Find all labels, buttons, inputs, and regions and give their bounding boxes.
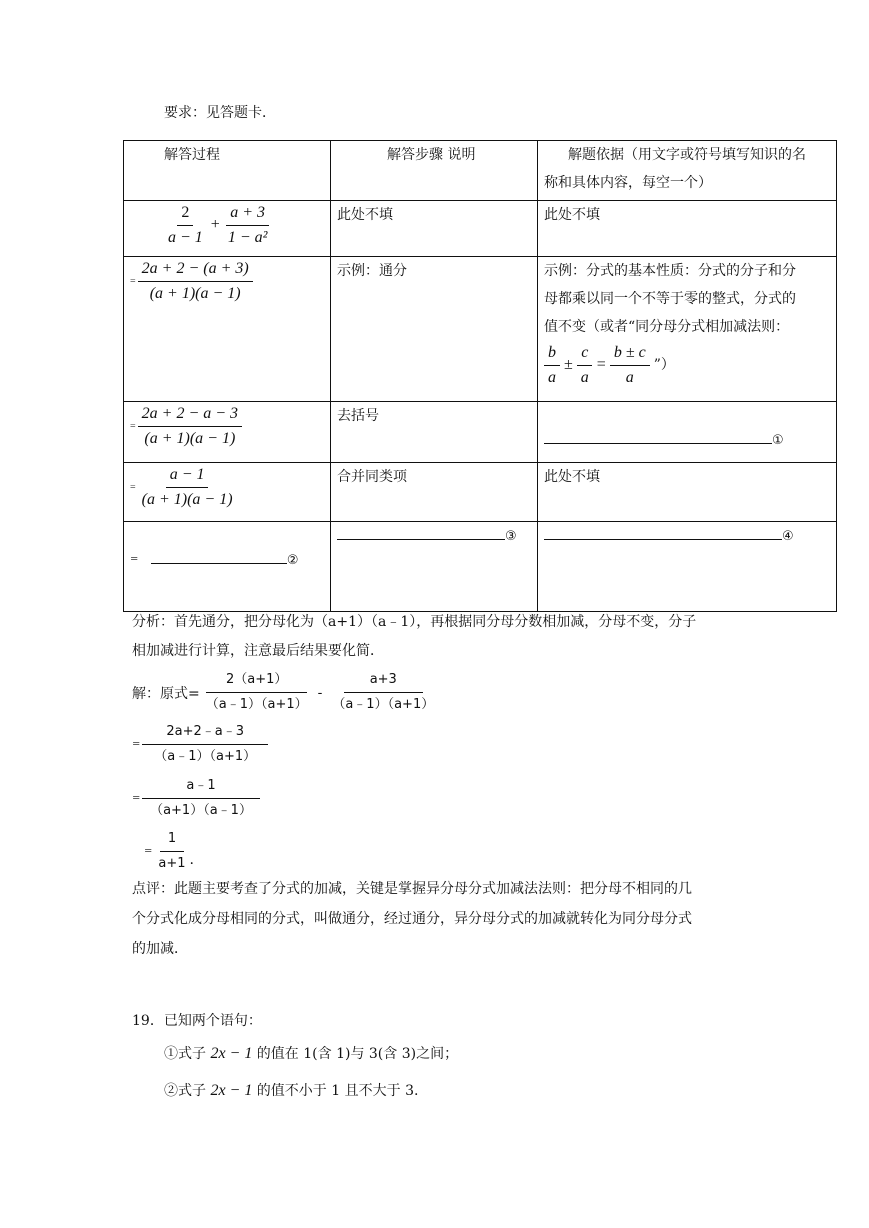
row3-process: = $\frac{2a + 2 - a - 3}{(a + 1)(a - 1)}$ bbox=[124, 402, 331, 463]
answer-blank-2[interactable] bbox=[151, 563, 287, 564]
fraction: $\frac{a - 1}{(a + 1)(a - 1)}$ bbox=[141, 466, 233, 508]
analysis-line-2: 相加减进行计算，注意最后结果要化简． bbox=[132, 643, 384, 659]
fraction: $\frac{a + 3}{\text{1 − a²}}$ bbox=[227, 204, 268, 246]
analysis-line-1: 分析：首先通分，把分母化为（a+1）（a﹣1），再根据同分母分数相加减，分母不变，分子 bbox=[132, 614, 697, 630]
comment-line-3: 的加减． bbox=[132, 941, 188, 957]
solution-label: 解：原式= bbox=[132, 685, 200, 702]
fraction: $\frac{a+3}{(a﹣1)(a+1)}$ bbox=[332, 672, 435, 712]
table-row bbox=[124, 257, 837, 402]
row4-steps: 合并同类项 bbox=[331, 463, 538, 522]
row4-process: = $\frac{a - 1}{(a + 1)(a - 1)}$ bbox=[124, 463, 331, 522]
answer-blank-3[interactable] bbox=[337, 539, 505, 540]
answer-blank-4[interactable] bbox=[544, 539, 782, 540]
fraction: $\frac{2a+2﹣a﹣3}{(a﹣1)(a+1)}$ bbox=[142, 722, 268, 767]
same-denominator-rule: $\frac{b}{a}$ ± $\frac{c}{a}$ = $\frac{b \pm c}{a}$ ”） bbox=[544, 343, 830, 388]
question-19-item-2: ②式子 2x − 1 的值不小于 1 且不大于 3. bbox=[164, 1082, 419, 1099]
blank-marker-4: ④ bbox=[782, 529, 794, 544]
blank-marker-2: ② bbox=[286, 553, 299, 568]
solution-step-2: = $\frac{2a+2﹣a﹣3}{(a﹣1)(a+1)}$ bbox=[132, 722, 268, 767]
equals-sign: = bbox=[130, 275, 136, 287]
fraction: $\frac{2}{a - 1}$ bbox=[168, 204, 203, 246]
header-steps: 解答步骤 说明 bbox=[331, 141, 538, 201]
row2-basis bbox=[538, 257, 837, 402]
solution-step-1 bbox=[132, 670, 438, 715]
answer-blank-1[interactable] bbox=[544, 443, 772, 444]
row2-steps: 示例：通分 bbox=[331, 257, 538, 402]
solution-step-4: = $\frac{1}{a+1}$ . bbox=[144, 829, 194, 874]
row5-process: = ② bbox=[124, 522, 331, 612]
table-header-row bbox=[124, 141, 837, 201]
row1-basis: 此处不填 bbox=[538, 201, 837, 257]
question-19-item-1: ①式子 2x − 1 的值在 1(含 1)与 3(含 3)之间； bbox=[164, 1045, 459, 1062]
fraction: $\frac{2(a+1)}{(a﹣1)(a+1)}$ bbox=[205, 672, 308, 712]
row2-process bbox=[124, 257, 331, 402]
solution-step-3: = $\frac{a﹣1}{(a+1)(a﹣1)}$ bbox=[132, 776, 260, 821]
row5-basis bbox=[538, 522, 837, 612]
fraction: $\frac{1}{a+1}$ bbox=[158, 831, 186, 871]
question-19-title: 19．已知两个语句： bbox=[132, 1013, 262, 1029]
row2-basis-line1: 示例：分式的基本性质：分式的分子和分 bbox=[544, 263, 796, 279]
fraction: $\frac{2a + 2 - a - 3}{(a + 1)(a - 1)}$ bbox=[138, 404, 242, 449]
blank-marker-3: ③ bbox=[505, 529, 517, 544]
row1-steps: 此处不填 bbox=[331, 201, 538, 257]
header-basis bbox=[538, 141, 837, 201]
requirement-text: 要求：见答题卡． bbox=[164, 105, 276, 121]
answer-table bbox=[123, 140, 837, 612]
comment-line-1: 点评：此题主要考查了分式的加减，关键是掌握异分母分式加减法法则：把分母不相同的几 bbox=[132, 881, 692, 897]
header-basis-line1: 解题依据（用文字或符号填写知识的名 bbox=[568, 147, 806, 163]
minus-sign: - bbox=[317, 684, 323, 701]
plus-sign: + bbox=[210, 216, 220, 234]
row2-basis-line3: 值不变（或者“同分母分式相加减法则： bbox=[544, 319, 790, 335]
row3-basis bbox=[538, 402, 837, 463]
header-process: 解答过程 bbox=[124, 141, 331, 201]
row5-steps bbox=[331, 522, 538, 612]
blank-marker-1: ① bbox=[772, 433, 784, 448]
fraction: $\frac{a﹣1}{(a+1)(a﹣1)}$ bbox=[142, 776, 259, 821]
row3-steps: 去括号 bbox=[331, 402, 538, 463]
row2-basis-line2: 母都乘以同一个不等于零的整式，分式的 bbox=[544, 291, 796, 307]
comment-line-2: 个分式化成分母相同的分式，叫做通分，经过通分，异分母分式的加减就转化为同分母分式 bbox=[132, 911, 692, 927]
table-row bbox=[124, 402, 837, 463]
row1-process bbox=[124, 201, 331, 257]
table-row bbox=[124, 522, 837, 612]
row4-basis: 此处不填 bbox=[538, 463, 837, 522]
table-row bbox=[124, 463, 837, 522]
header-basis-line2: 称和具体内容，每空一个） bbox=[544, 175, 712, 191]
table-row bbox=[124, 201, 837, 257]
fraction: $\frac{2a + 2 - (a + 3)}{(a + 1)(a - 1)}$ bbox=[138, 259, 253, 304]
